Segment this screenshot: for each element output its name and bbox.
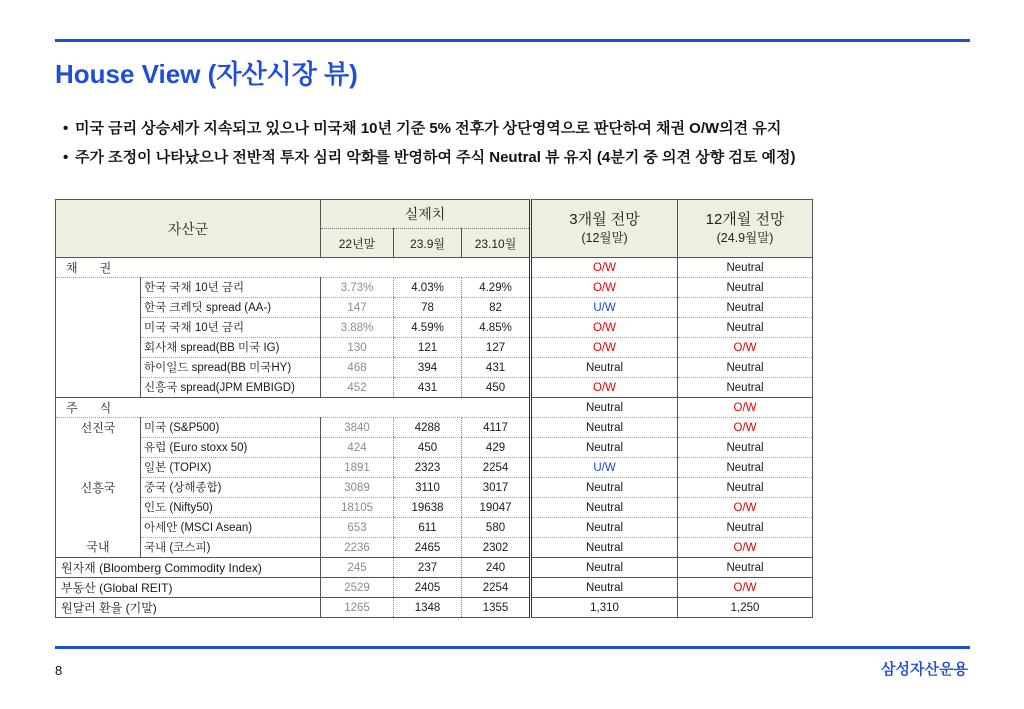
value-cell: 1891 — [321, 458, 394, 478]
region-label: 국내 — [56, 538, 141, 558]
header-outlook-12m-horizon: (24.9월말) — [716, 231, 774, 245]
table-row — [56, 418, 813, 438]
region-label — [56, 318, 141, 338]
table-body — [56, 258, 813, 618]
header-period: 23.10월 — [462, 229, 531, 258]
value-cell: 245 — [321, 558, 394, 578]
outlook-12m-cell: Neutral — [678, 378, 813, 398]
section-label: 채 권 — [56, 258, 531, 278]
value-cell: 82 — [462, 298, 531, 318]
asset-name: 신흥국 spread(JPM EMBIGD) — [141, 378, 321, 398]
value-cell: 611 — [394, 518, 462, 538]
outlook-3m-cell: O/W — [531, 278, 678, 298]
outlook-3m-cell: 1,310 — [531, 598, 678, 618]
value-cell: 431 — [394, 378, 462, 398]
outlook-12m-cell: Neutral — [678, 558, 813, 578]
value-cell: 3.73% — [321, 278, 394, 298]
header-period: 23.9월 — [394, 229, 462, 258]
brand-name: 삼성자산운용 — [881, 661, 968, 678]
outlook-3m-cell: U/W — [531, 458, 678, 478]
value-cell: 3840 — [321, 418, 394, 438]
outlook-3m-cell: U/W — [531, 298, 678, 318]
outlook-3m-cell: Neutral — [531, 398, 678, 418]
value-cell: 4.03% — [394, 278, 462, 298]
outlook-3m-cell: Neutral — [531, 578, 678, 598]
value-cell: 394 — [394, 358, 462, 378]
outlook-3m-cell: O/W — [531, 318, 678, 338]
outlook-12m-cell: O/W — [678, 398, 813, 418]
value-cell: 4.29% — [462, 278, 531, 298]
value-cell: 2254 — [462, 458, 531, 478]
asset-name: 아세안 (MSCI Asean) — [141, 518, 321, 538]
table-row — [56, 578, 813, 598]
page-title: House View (자산시장 뷰) — [55, 59, 358, 89]
region-label — [56, 378, 141, 398]
outlook-12m-cell: Neutral — [678, 258, 813, 278]
asset-name: 원자재 (Bloomberg Commodity Index) — [56, 558, 321, 578]
value-cell: 452 — [321, 378, 394, 398]
value-cell: 237 — [394, 558, 462, 578]
asset-name: 유럽 (Euro stoxx 50) — [141, 438, 321, 458]
outlook-12m-cell: Neutral — [678, 438, 813, 458]
value-cell: 468 — [321, 358, 394, 378]
asset-name: 한국 국채 10년 금리 — [141, 278, 321, 298]
value-cell: 121 — [394, 338, 462, 358]
outlook-12m-cell: Neutral — [678, 458, 813, 478]
value-cell: 2236 — [321, 538, 394, 558]
value-cell: 3110 — [394, 478, 462, 498]
table-row — [56, 358, 813, 378]
header-outlook-3m — [531, 200, 678, 258]
table-row — [56, 318, 813, 338]
outlook-3m-cell: Neutral — [531, 558, 678, 578]
table-row — [56, 278, 813, 298]
table-row — [56, 478, 813, 498]
header-actual: 실제치 — [321, 200, 531, 229]
value-cell: 429 — [462, 438, 531, 458]
asset-name: 하이일드 spread(BB 미국HY) — [141, 358, 321, 378]
region-label — [56, 298, 141, 318]
value-cell: 4.85% — [462, 318, 531, 338]
outlook-12m-cell: Neutral — [678, 278, 813, 298]
outlook-12m-cell: Neutral — [678, 518, 813, 538]
outlook-3m-cell: O/W — [531, 378, 678, 398]
table-row — [56, 338, 813, 358]
region-label — [56, 458, 141, 478]
value-cell: 130 — [321, 338, 394, 358]
outlook-3m-cell: Neutral — [531, 418, 678, 438]
outlook-3m-cell: Neutral — [531, 498, 678, 518]
outlook-12m-cell: O/W — [678, 538, 813, 558]
table-row — [56, 598, 813, 618]
value-cell: 19047 — [462, 498, 531, 518]
asset-name: 인도 (Nifty50) — [141, 498, 321, 518]
value-cell: 2254 — [462, 578, 531, 598]
asset-name: 중국 (상해종합) — [141, 478, 321, 498]
outlook-12m-cell: O/W — [678, 578, 813, 598]
header-asset-class: 자산군 — [56, 200, 321, 258]
section-row — [56, 398, 813, 418]
value-cell: 1265 — [321, 598, 394, 618]
value-cell: 424 — [321, 438, 394, 458]
outlook-3m-cell: Neutral — [531, 518, 678, 538]
value-cell: 450 — [462, 378, 531, 398]
value-cell: 2323 — [394, 458, 462, 478]
value-cell: 3017 — [462, 478, 531, 498]
outlook-12m-cell: O/W — [678, 418, 813, 438]
outlook-12m-cell: O/W — [678, 498, 813, 518]
bullet-item: • 미국 금리 상승세가 지속되고 있으나 미국채 10년 기준 5% 전후가 상단영역으로 판단하여 채권 O/W의견 유지 — [63, 114, 795, 143]
value-cell: 2405 — [394, 578, 462, 598]
asset-name: 한국 크레딧 spread (AA-) — [141, 298, 321, 318]
value-cell: 147 — [321, 298, 394, 318]
table-row — [56, 458, 813, 478]
value-cell: 2302 — [462, 538, 531, 558]
value-cell: 450 — [394, 438, 462, 458]
value-cell: 4288 — [394, 418, 462, 438]
outlook-3m-cell: Neutral — [531, 478, 678, 498]
region-label — [56, 338, 141, 358]
outlook-3m-cell: Neutral — [531, 438, 678, 458]
asset-name: 일본 (TOPIX) — [141, 458, 321, 478]
page-number: 8 — [55, 663, 63, 678]
value-cell: 1355 — [462, 598, 531, 618]
table-row — [56, 378, 813, 398]
asset-name: 미국 (S&P500) — [141, 418, 321, 438]
value-cell: 653 — [321, 518, 394, 538]
value-cell: 431 — [462, 358, 531, 378]
section-label: 주 식 — [56, 398, 531, 418]
value-cell: 240 — [462, 558, 531, 578]
header-outlook-3m-label: 3개월 전망 — [569, 211, 640, 228]
table-row — [56, 518, 813, 538]
asset-name: 미국 국채 10년 금리 — [141, 318, 321, 338]
asset-name: 부동산 (Global REIT) — [56, 578, 321, 598]
asset-name: 원달러 환율 (기말) — [56, 598, 321, 618]
region-label — [56, 358, 141, 378]
table-row — [56, 498, 813, 518]
house-view-table — [55, 199, 813, 618]
value-cell: 2465 — [394, 538, 462, 558]
value-cell: 1348 — [394, 598, 462, 618]
bullet-list — [63, 114, 795, 172]
table-row — [56, 558, 813, 578]
value-cell: 19638 — [394, 498, 462, 518]
table-row — [56, 538, 813, 558]
bottom-rule — [55, 646, 970, 649]
region-label: 신흥국 — [56, 478, 141, 498]
value-cell: 3.88% — [321, 318, 394, 338]
value-cell: 580 — [462, 518, 531, 538]
asset-name: 회사채 spread(BB 미국 IG) — [141, 338, 321, 358]
header-outlook-12m — [678, 200, 813, 258]
outlook-3m-cell: O/W — [531, 258, 678, 278]
value-cell: 2529 — [321, 578, 394, 598]
outlook-3m-cell: Neutral — [531, 538, 678, 558]
value-cell: 4.59% — [394, 318, 462, 338]
outlook-12m-cell: 1,250 — [678, 598, 813, 618]
region-label — [56, 438, 141, 458]
value-cell: 4117 — [462, 418, 531, 438]
outlook-12m-cell: Neutral — [678, 478, 813, 498]
asset-name: 국내 (코스피) — [141, 538, 321, 558]
region-label — [56, 278, 141, 298]
outlook-12m-cell: Neutral — [678, 358, 813, 378]
region-label — [56, 518, 141, 538]
value-cell: 78 — [394, 298, 462, 318]
region-label: 선진국 — [56, 418, 141, 438]
outlook-12m-cell: Neutral — [678, 298, 813, 318]
header-outlook-3m-horizon: (12월말) — [581, 231, 628, 245]
section-row — [56, 258, 813, 278]
outlook-12m-cell: Neutral — [678, 318, 813, 338]
header-outlook-12m-label: 12개월 전망 — [705, 211, 785, 228]
table-header-row — [56, 200, 813, 229]
bullet-item: • 주가 조정이 나타났으나 전반적 투자 심리 악화를 반영하여 주식 Neutral 뷰 유지 (4분기 중 의견 상향 검토 예정) — [63, 143, 795, 172]
value-cell: 127 — [462, 338, 531, 358]
value-cell: 18105 — [321, 498, 394, 518]
outlook-3m-cell: O/W — [531, 338, 678, 358]
table-row — [56, 298, 813, 318]
value-cell: 3089 — [321, 478, 394, 498]
outlook-12m-cell: O/W — [678, 338, 813, 358]
top-rule — [55, 39, 970, 42]
table-row — [56, 438, 813, 458]
header-period: 22년말 — [321, 229, 394, 258]
region-label — [56, 498, 141, 518]
outlook-3m-cell: Neutral — [531, 358, 678, 378]
